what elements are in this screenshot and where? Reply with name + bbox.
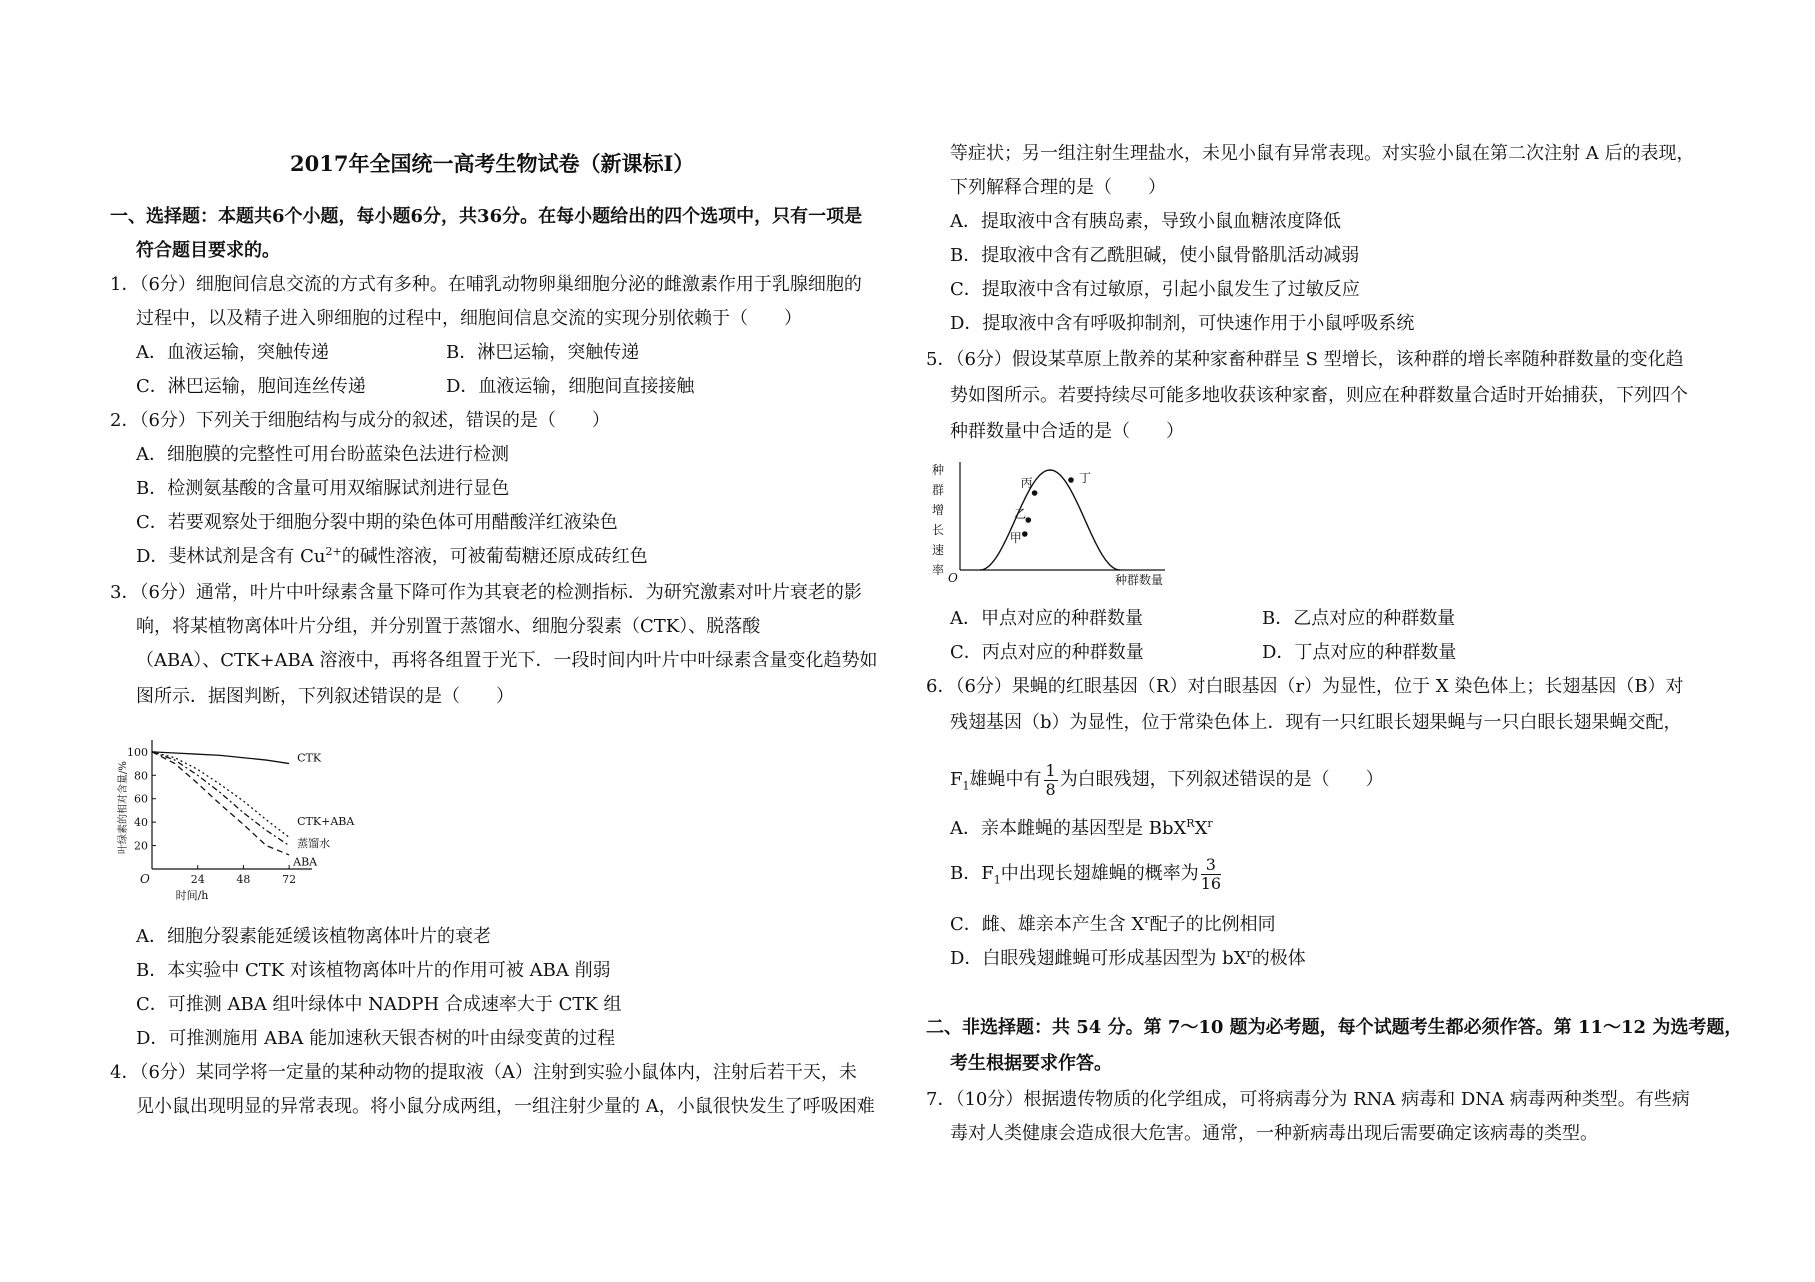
- q3-option-a: A．细胞分裂素能延缓该植物离体叶片的衰老: [136, 926, 491, 947]
- section-two-heading: 二、非选择题：共 54 分。第 7～10 题为必考题，每个试题考生都必须作答。第 11～12 为选考题，: [926, 1017, 1743, 1038]
- q7-stem-line2: 毒对人类健康会造成很大危害。通常，一种新病毒出现后需要确定该病毒的类型。: [950, 1123, 1598, 1144]
- q5-option-a: A．甲点对应的种群数量: [950, 608, 1143, 629]
- q4-stem-line4: 下列解释合理的是（ ）: [950, 177, 1166, 198]
- point-label-0: 甲: [1009, 531, 1022, 545]
- y-axis-label-char: 长: [931, 523, 945, 537]
- x-tick-label: 48: [236, 873, 251, 886]
- series-line-1: [152, 752, 289, 838]
- q2-stem: 2．（6分）下列关于细胞结构与成分的叙述，错误的是（ ）: [110, 410, 610, 431]
- y-axis-label-char: 群: [931, 483, 945, 497]
- q3-option-b: B．本实验中 CTK 对该植物离体叶片的作用可被 ABA 削弱: [136, 960, 611, 981]
- q6-option-b: B．$F_1$中出现长翅雄蝇的概率为 $\frac{3}{16}$: [950, 854, 1222, 893]
- section-one-heading-cont: 符合题目要求的。: [136, 240, 280, 261]
- q6-stem-line2: 残翅基因（b）为显性，位于常染色体上．现有一只红眼长翅果蝇与一只白眼长翅果蝇交配，: [950, 712, 1682, 733]
- growth-curve: [980, 470, 1120, 570]
- point-2: [1032, 490, 1038, 496]
- q4-stem-line1: 4．（6分）某同学将一定量的某种动物的提取液（A）注射到实验小鼠体内，注射后若干天，未: [110, 1062, 857, 1083]
- q1-option-a: A．血液运输，突触传递: [136, 342, 329, 363]
- point-label-3: 丁: [1079, 471, 1092, 485]
- fraction-one-eighth: $\frac{1}{8}$: [1045, 760, 1056, 799]
- q5-option-b: B．乙点对应的种群数量: [1262, 608, 1456, 629]
- q5-stem-line1: 5．（6分）假设某草原上散养的某种家畜种群呈 S 型增长，该种群的增长率随种群数量的变化趋: [926, 349, 1684, 370]
- q5-stem-line3: 种群数量中合适的是（ ）: [950, 421, 1184, 442]
- origin-label: O: [948, 571, 958, 585]
- q4-stem-line3: 等症状；另一组注射生理盐水，未见小鼠有异常表现。对实验小鼠在第二次注射 A 后的表现，: [950, 143, 1695, 164]
- x-tick-label: 24: [190, 873, 205, 886]
- q7-stem-line1: 7．（10分）根据遗传物质的化学组成，可将病毒分为 RNA 病毒和 DNA 病毒两种类型。有些病: [926, 1089, 1690, 1110]
- q2-option-a: A．细胞膜的完整性可用台盼蓝染色法进行检测: [136, 444, 509, 465]
- y-axis-label: 叶绿素的相对含量/%: [118, 761, 129, 854]
- y-tick-label: 100: [127, 745, 148, 759]
- q4-option-c: C．提取液中含有过敏原，引起小鼠发生了过敏反应: [950, 279, 1360, 300]
- paper-title: 2017年全国统一高考生物试卷（新课标I）: [290, 151, 695, 176]
- q3-option-c: C．可推测 ABA 组叶绿体中 NADPH 合成速率大于 CTK 组: [136, 994, 622, 1015]
- y-tick-label: 40: [134, 816, 148, 830]
- section-one-heading: 一、选择题：本题共6个小题，每小题6分，共36分。在每小题给出的四个选项中，只有一项是: [110, 206, 863, 227]
- series-label-0: CTK: [297, 751, 322, 765]
- q2-option-b: B．检测氨基酸的含量可用双缩脲试剂进行显色: [136, 478, 510, 499]
- q6-stem-line1: 6．（6分）果蝇的红眼基因（R）对白眼基因（r）为显性，位于 X 染色体上；长翅基因（B）对: [926, 676, 1684, 697]
- q3-stem-line3: （ABA）、CTK+ABA 溶液中，再将各组置于光下．一段时间内叶片中叶绿素含量变化趋势如: [136, 650, 878, 671]
- q4-stem-line2: 见小鼠出现明显的异常表现。将小鼠分成两组，一组注射少量的 A，小鼠很快发生了呼吸困难: [136, 1096, 875, 1117]
- q5-option-c: C．丙点对应的种群数量: [950, 642, 1144, 663]
- q6-stem-line3: $F_1$雄蝇中有 $\frac{1}{8}$ 为白眼残翅，下列叙述错误的是（ ）: [950, 760, 1384, 799]
- series-line-2: [152, 752, 289, 846]
- q1-stem-line2: 过程中，以及精子进入卵细胞的过程中，细胞间信息交流的实现分别依赖于（ ）: [136, 308, 802, 329]
- q4-option-a: A．提取液中含有胰岛素，导致小鼠血糖浓度降低: [950, 211, 1341, 232]
- q4-option-b: B．提取液中含有乙酰胆碱，使小鼠骨骼肌活动减弱: [950, 245, 1360, 266]
- q1-option-b: B．淋巴运输，突触传递: [446, 342, 640, 363]
- x-axis-label: 种群数量: [1114, 573, 1163, 587]
- q6-option-a: A．亲本雌蝇的基因型是 $BbX^RX^r$: [950, 817, 1213, 839]
- q6-option-c: C．雌、雄亲本产生含 $X^r$配子的比例相同: [950, 913, 1276, 935]
- chlorophyll-chart: [100, 725, 355, 902]
- q3-stem-line4: 图所示．据图判断，下列叙述错误的是（ ）: [136, 686, 514, 707]
- y-axis-label-char: 增: [931, 503, 945, 517]
- series-label-2: 蒸馏水: [297, 837, 331, 851]
- series-label-3: ABA: [293, 855, 318, 869]
- q5-option-d: D．丁点对应的种群数量: [1262, 642, 1457, 663]
- point-label-1: 乙: [1014, 507, 1027, 521]
- point-1: [1026, 517, 1032, 523]
- q2-option-c: C．若要观察处于细胞分裂中期的染色体可用醋酸洋红液染色: [136, 512, 618, 533]
- point-0: [1022, 531, 1028, 537]
- q3-option-d: D．可推测施用 ABA 能加速秋天银杏树的叶由绿变黄的过程: [136, 1028, 616, 1049]
- origin-label: O: [140, 872, 150, 886]
- point-3: [1068, 477, 1074, 483]
- x-axis-label: 时间/h: [175, 889, 209, 902]
- series-line-3: [152, 752, 289, 855]
- q1-option-d: D．血液运输，细胞间直接接触: [446, 376, 695, 397]
- series-label-1: CTK+ABA: [297, 814, 355, 828]
- y-axis-label-char: 种: [931, 463, 945, 477]
- q1-stem-line1: 1．（6分）细胞间信息交流的方式有多种。在哺乳动物卵巢细胞分泌的雌激素作用于乳腺细胞的: [110, 274, 862, 295]
- y-axis-label-char: 速: [931, 543, 945, 557]
- y-tick-label: 60: [134, 792, 148, 806]
- q3-stem-line1: 3．（6分）通常，叶片中叶绿素含量下降可作为其衰老的检测指标．为研究激素对叶片衰老的影: [110, 582, 862, 603]
- point-label-2: 丙: [1020, 476, 1033, 490]
- q4-option-d: D．提取液中含有呼吸抑制剂，可快速作用于小鼠呼吸系统: [950, 313, 1415, 334]
- section-two-heading-cont: 考生根据要求作答。: [950, 1053, 1112, 1074]
- q3-stem-line2: 响，将某植物离体叶片分组，并分别置于蒸馏水、细胞分裂素（CTK）、脱落酸: [136, 616, 761, 637]
- y-tick-label: 80: [134, 769, 148, 783]
- x-tick-label: 72: [282, 873, 297, 886]
- q6-option-d: D．白眼残翅雌蝇可形成基因型为 $bX^r$的极体: [950, 947, 1306, 969]
- q2-option-d: D．斐林试剂是含有 $Cu^{2+}$的碱性溶液，可被葡萄糖还原成砖红色: [136, 545, 648, 567]
- fraction-three-sixteenths: $\frac{3}{16}$: [1200, 854, 1222, 893]
- q1-option-c: C．淋巴运输，胞间连丝传递: [136, 376, 366, 397]
- growth-rate-chart: [925, 455, 1175, 590]
- y-tick-label: 20: [134, 839, 148, 853]
- y-axis-label-char: 率: [931, 563, 945, 577]
- q5-stem-line2: 势如图所示。若要持续尽可能多地收获该种家畜，则应在种群数量合适时开始捕获，下列四个: [950, 385, 1688, 406]
